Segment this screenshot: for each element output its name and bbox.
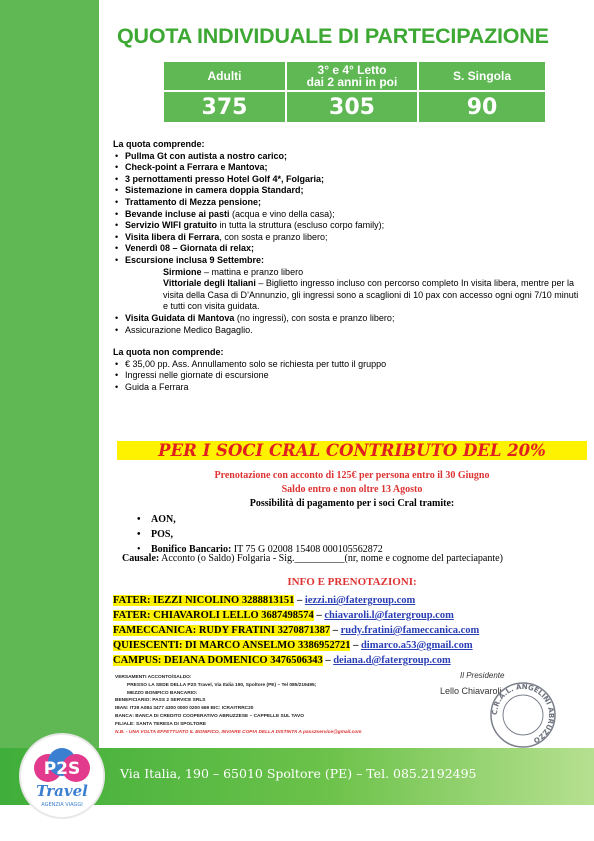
header-singola: S. Singola xyxy=(419,62,545,90)
bank-line: FILIALE: SANTA TERESA DI SPOLTORE xyxy=(115,721,207,727)
list-item: • Visita libera di Ferrara, con sosta e pranzo libero; xyxy=(113,232,583,244)
list-item: • Escursione inclusa 9 Settembre: xyxy=(113,255,583,267)
bank-line: IBAN: IT39 A084 3477 4300 0000 0200 669 BIC: ICRAITRRC20 xyxy=(115,706,254,712)
price-table xyxy=(162,60,547,124)
excursion-vittoriale: Vittoriale degli Italiani – Biglietto ingresso incluso con percorso completo In visita libera, mentre per la visita della Casa di D’Annunzio, gli ingressi sono a scaglioni di 10 pax con accesso ogni ogni 7/10 minuti e tutti con visita guidata. xyxy=(163,278,579,312)
list-item: • Bevande incluse ai pasti (acqua e vino della casa); xyxy=(113,209,583,221)
contacts-list xyxy=(113,593,479,668)
price-third-bed: 305 xyxy=(287,92,417,122)
bank-line: BANCA: BANCA DI CREDITO COOPERATIVO ABRUZZESE – CAPPELLE SUL TAVO xyxy=(115,713,304,719)
list-item: • Servizio WIFI gratuito in tutta la struttura (escluso corpo family); xyxy=(113,220,583,232)
green-sidebar xyxy=(0,0,99,771)
email-link[interactable]: deiana.d@fatergroup.com xyxy=(333,655,451,666)
list-item: • Trattamento di Mezza pensione; xyxy=(113,197,583,209)
list-item: • Check-point a Ferrara e Mantova; xyxy=(113,162,583,174)
price-singola: 90 xyxy=(419,92,545,122)
list-item: • Sistemazione in camera doppia Standard; xyxy=(113,185,583,197)
list-item: • Venerdì 08 – Giornata di relax; xyxy=(113,243,583,255)
header-third-bed: 3° e 4° Letto dai 2 anni in poi xyxy=(287,62,417,90)
excludes-list xyxy=(113,359,583,394)
contact-row: QUIESCENTI: DI MARCO ANSELMO 3386952721 – dimarco.a53@gmail.com xyxy=(113,640,473,651)
list-item: • Assicurazione Medico Bagaglio. xyxy=(113,325,583,337)
bank-details xyxy=(115,674,385,736)
payment-pos: • POS, xyxy=(137,527,383,542)
p2s-travel-logo xyxy=(16,730,108,822)
email-link[interactable]: dimarco.a53@gmail.com xyxy=(360,640,473,651)
email-link[interactable]: rudy.fratini@fameccanica.com xyxy=(340,625,480,636)
causale-line: Causale: Acconto (o Saldo) Folgaria - Sig.__________(nr, nome e cognome del parteciapante) xyxy=(122,553,503,564)
svg-text:AGENZIA VIAGGI: AGENZIA VIAGGI xyxy=(41,802,83,808)
svg-text:Travel: Travel xyxy=(36,782,88,800)
excludes-heading: La quota non comprende: xyxy=(113,347,224,358)
contact-row: FATER: IEZZI NICOLINO 3288813151 – iezzi.ni@fatergroup.com xyxy=(113,595,416,606)
contact-row: CAMPUS: DEIANA DOMENICO 3476506343 – deiana.d@fatergroup.com xyxy=(113,655,451,666)
cral-contribution-banner: PER I SOCI CRAL CONTRIBUTO DEL 20% xyxy=(117,441,587,460)
list-item: • € 35,00 pp. Ass. Annullamento solo se richiesta per tutto il gruppo xyxy=(113,359,583,371)
bank-line: VERSAMENTI ACCONTO/SALDO: xyxy=(115,675,192,680)
president-label: Il Presidente xyxy=(460,671,505,680)
email-link[interactable]: iezzi.ni@fatergroup.com xyxy=(304,595,416,606)
payment-options-heading: Possibilità di pagamento per i soci Cral tramite: xyxy=(249,498,455,509)
contact-row: FATER: CHIAVAROLI LELLO 3687498574 – chiavaroli.l@fatergroup.com xyxy=(113,610,454,621)
includes-heading: La quota comprende: xyxy=(113,139,205,149)
footer-address: Via Italia, 190 – 65010 Spoltore (PE) – Tel. 085.2192495 xyxy=(120,766,477,781)
bank-note: N.B. - UNA VOLTA EFFETTUATO IL BONIFICO, INVIARE COPIA DELLA DISTINTA A pass2service@gmail.com xyxy=(115,729,362,735)
saldo-note: Saldo entro e non oltre 13 Agosto xyxy=(281,484,423,495)
info-heading: INFO E PRENOTAZIONI: xyxy=(287,576,417,588)
list-item: • Visita Guidata di Mantova (no ingressi), con sosta e pranzo libero; xyxy=(113,313,583,325)
email-link[interactable]: chiavaroli.l@fatergroup.com xyxy=(324,610,454,621)
page-title: QUOTA INDIVIDUALE DI PARTECIPAZIONE xyxy=(117,24,549,48)
president-name: Lello Chiavaroli xyxy=(440,686,502,696)
contact-row: FAMECCANICA: RUDY FRATINI 3270871387 – rudy.fratini@fameccanica.com xyxy=(113,625,480,636)
payment-aon: • AON, xyxy=(137,512,383,527)
payment-bonifico: • Bonifico Bancario: IT 75 G 02008 15408 000105562872 xyxy=(137,542,383,557)
bank-line: BENEFICIARIO: PASS 2 SERVICE SRLS xyxy=(115,698,206,704)
prenotazione-note: Prenotazione con acconto di 125€ per persona entro il 30 Giugno xyxy=(214,470,490,481)
svg-text:C.R.A.L. ANGELINI ABRUZZO: C.R.A.L. ANGELINI ABRUZZO xyxy=(490,682,556,745)
price-adulti: 375 xyxy=(164,92,285,122)
svg-text:P2S: P2S xyxy=(43,759,81,779)
header-adulti: Adulti xyxy=(164,62,285,90)
list-item: • Pullma Gt con autista a nostro carico; xyxy=(113,151,583,163)
bank-line: MEZZO BONIFICO BANCARIO: xyxy=(127,690,198,696)
bank-line: PRESSO LA SEDE DELLA P2S Travel, Via Italia 190, Spoltore (PE) – Tel 085/219495; xyxy=(127,682,317,688)
payment-list xyxy=(137,512,383,557)
quota-details xyxy=(113,139,583,393)
cral-stamp-icon xyxy=(488,680,558,750)
list-item: • Ingressi nelle giornate di escursione xyxy=(113,370,583,382)
includes-list-2 xyxy=(113,313,583,336)
list-item: • 3 pernottamenti presso Hotel Golf 4*, Folgaria; xyxy=(113,174,583,186)
excursion-sirmione: Sirmione – mattina e pranzo libero xyxy=(163,266,304,277)
list-item: • Guida a Ferrara xyxy=(113,382,583,394)
includes-list xyxy=(113,151,583,267)
